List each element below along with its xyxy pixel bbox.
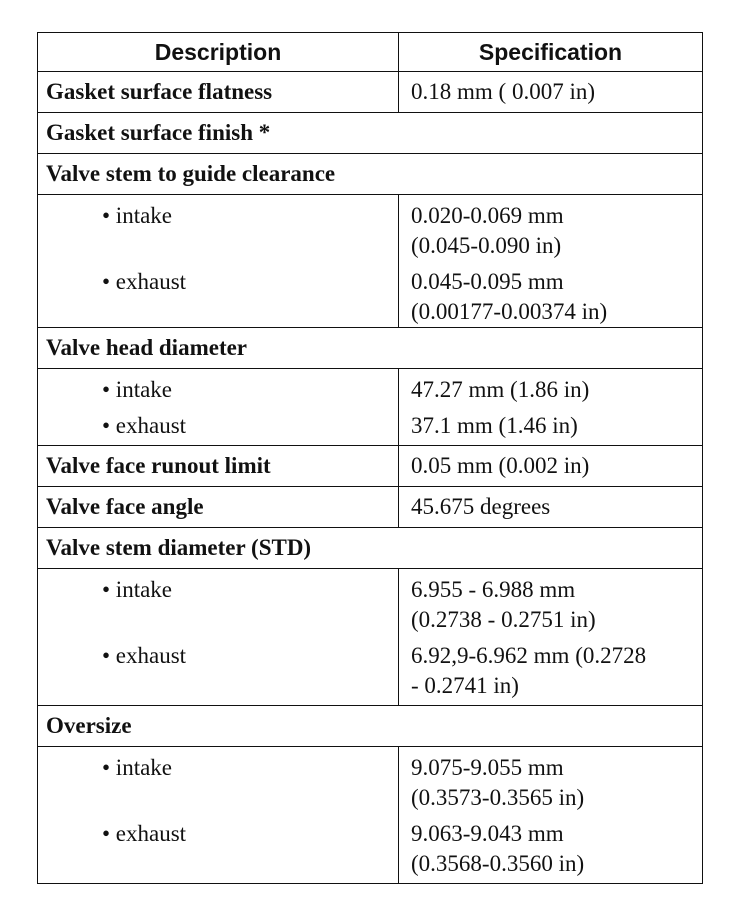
row-label-runout: Valve face runout limit xyxy=(46,453,271,478)
sub-value-exhaust-1: 0.045-0.095 mm xyxy=(411,269,564,294)
sub-value-exhaust-2: - 0.2741 in) xyxy=(411,673,519,698)
sub-label-exhaust: • exhaust xyxy=(102,821,187,846)
sub-row xyxy=(38,569,703,706)
sub-value-intake-1: 9.075-9.055 mm xyxy=(411,755,564,780)
table-row xyxy=(38,487,703,528)
spec-table xyxy=(37,32,703,884)
spec-table-container xyxy=(37,32,702,884)
row-value-face-angle: 45.675 degrees xyxy=(411,494,551,519)
header-description: Description xyxy=(38,33,399,72)
sub-label-intake: • intake xyxy=(102,203,172,228)
section-row xyxy=(38,154,703,195)
section-row xyxy=(38,706,703,747)
sub-label-intake: • intake xyxy=(102,755,172,780)
sub-value-intake-1: 6.955 - 6.988 mm xyxy=(411,577,576,602)
sub-value-exhaust: 37.1 mm (1.46 in) xyxy=(411,413,578,438)
row-value-runout: 0.05 mm (0.002 in) xyxy=(411,453,590,478)
sub-value-exhaust-1: 9.063-9.043 mm xyxy=(411,821,564,846)
sub-row xyxy=(38,369,703,446)
sub-label-exhaust: • exhaust xyxy=(102,413,187,438)
section-label-oversize: Oversize xyxy=(46,713,132,738)
row-label-gasket-finish: Gasket surface finish * xyxy=(46,120,271,145)
sub-row xyxy=(38,747,703,884)
sub-value-intake-2: (0.045-0.090 in) xyxy=(411,233,562,258)
sub-label-intake: • intake xyxy=(102,377,172,402)
sub-value-exhaust-1: 6.92,9-6.962 mm (0.2728 xyxy=(411,643,647,668)
section-row xyxy=(38,528,703,569)
sub-value-exhaust-2: (0.3568-0.3560 in) xyxy=(411,851,585,876)
sub-value-intake-2: (0.3573-0.3565 in) xyxy=(411,785,585,810)
table-row xyxy=(38,446,703,487)
sub-row xyxy=(38,195,703,328)
sub-value-exhaust-2: (0.00177-0.00374 in) xyxy=(411,299,608,324)
header-specification: Specification xyxy=(399,33,703,72)
sub-value-intake-1: 0.020-0.069 mm xyxy=(411,203,564,228)
sub-label-intake: • intake xyxy=(102,577,172,602)
row-value-gasket-flatness: 0.18 mm ( 0.007 in) xyxy=(411,79,595,104)
section-label-valve-guide: Valve stem to guide clearance xyxy=(46,161,336,186)
row-label-gasket-flatness: Gasket surface flatness xyxy=(46,79,273,104)
sub-value-intake: 47.27 mm (1.86 in) xyxy=(411,377,590,402)
sub-value-intake-2: (0.2738 - 0.2751 in) xyxy=(411,607,596,632)
table-row xyxy=(38,72,703,113)
sub-label-exhaust: • exhaust xyxy=(102,643,187,668)
section-row xyxy=(38,328,703,369)
section-label-head-diameter: Valve head diameter xyxy=(46,335,248,360)
header-row xyxy=(38,33,703,72)
row-label-face-angle: Valve face angle xyxy=(46,494,204,519)
table-row xyxy=(38,113,703,154)
sub-label-exhaust: • exhaust xyxy=(102,269,187,294)
section-label-stem-diameter: Valve stem diameter (STD) xyxy=(46,535,312,560)
